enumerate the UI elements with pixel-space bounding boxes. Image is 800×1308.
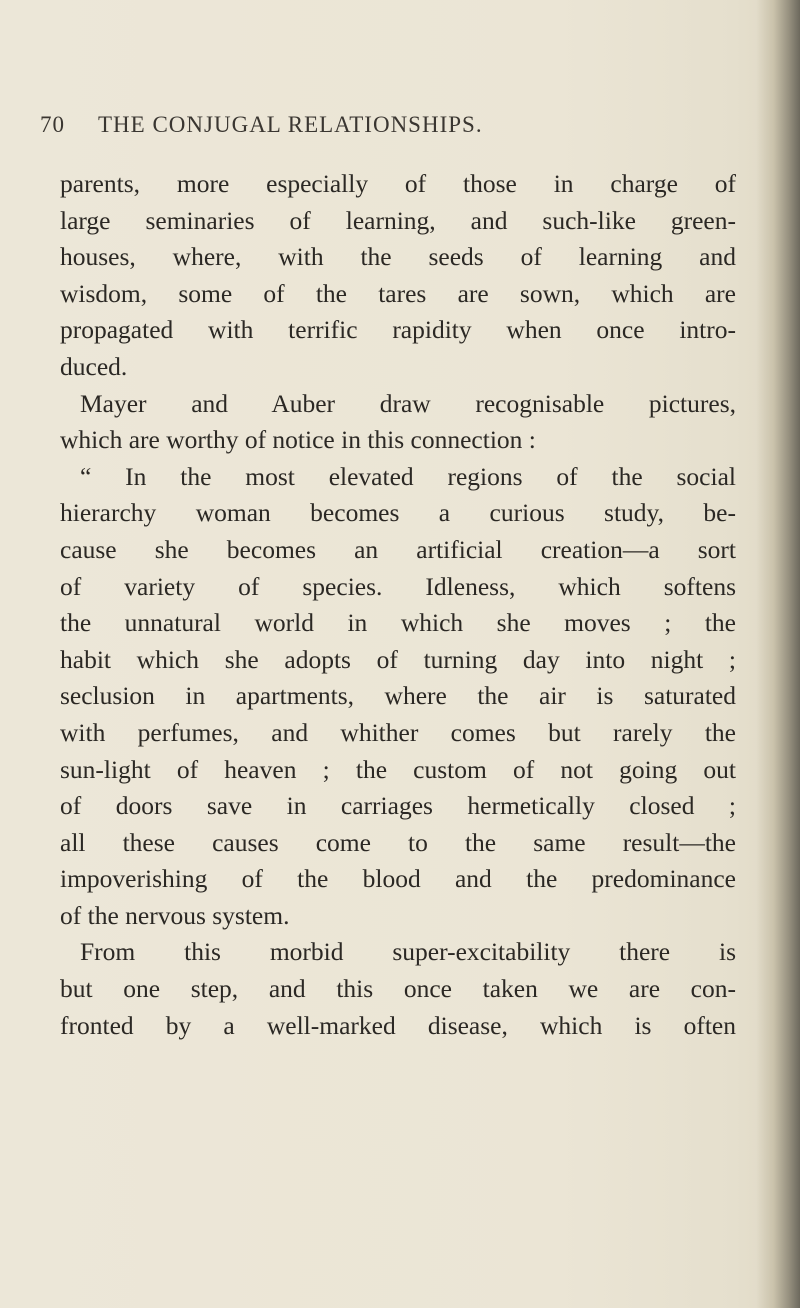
text-line: but one step, and this once taken we are con- (60, 974, 736, 1004)
text-line: houses, where, with the seeds of learning and (60, 242, 736, 272)
text-line: sun-light of heaven ; the custom of not going out (60, 754, 736, 784)
text-line: all these causes come to the same result—the (60, 827, 736, 857)
text-line: large seminaries of learning, and such-like green- (60, 205, 736, 235)
text-line: propagated with terrific rapidity when once intro- (60, 315, 736, 345)
text-line: wisdom, some of the tares are sown, which are (60, 278, 736, 308)
text-line: cause she becomes an artificial creation—a sort (60, 534, 736, 564)
text-line: hierarchy woman becomes a curious study, be- (60, 498, 736, 528)
text-line: fronted by a well-marked disease, which is often (60, 1010, 736, 1040)
page-edge-shadow (756, 0, 800, 1308)
text-line: with perfumes, and whither comes but rarely the (60, 717, 736, 747)
text-line: impoverishing of the blood and the predominance (60, 864, 736, 894)
text-line: “ In the most elevated regions of the social (80, 461, 736, 491)
page-header (40, 112, 750, 148)
page-number: 70 (40, 112, 65, 137)
text-line: of the nervous system. (60, 900, 290, 930)
text-line: the unnatural world in which she moves ; the (60, 608, 736, 638)
text-line: which are worthy of notice in this connection : (60, 425, 536, 455)
text-line: of variety of species. Idleness, which softens (60, 571, 736, 601)
text-line: parents, more especially of those in charge of (60, 169, 736, 198)
text-line: duced. (60, 351, 128, 381)
text-line: From this morbid super-excitability there is (80, 937, 736, 967)
text-line: Mayer and Auber draw recognisable pictures, (80, 388, 736, 418)
text-line: of doors save in carriages hermetically closed ; (60, 791, 736, 821)
running-head: THE CONJUGAL RELATIONSHIPS. (98, 112, 483, 137)
body-text (60, 166, 736, 1044)
text-line: seclusion in apartments, where the air is saturated (60, 681, 736, 711)
text-line: habit which she adopts of turning day into night ; (60, 644, 736, 674)
